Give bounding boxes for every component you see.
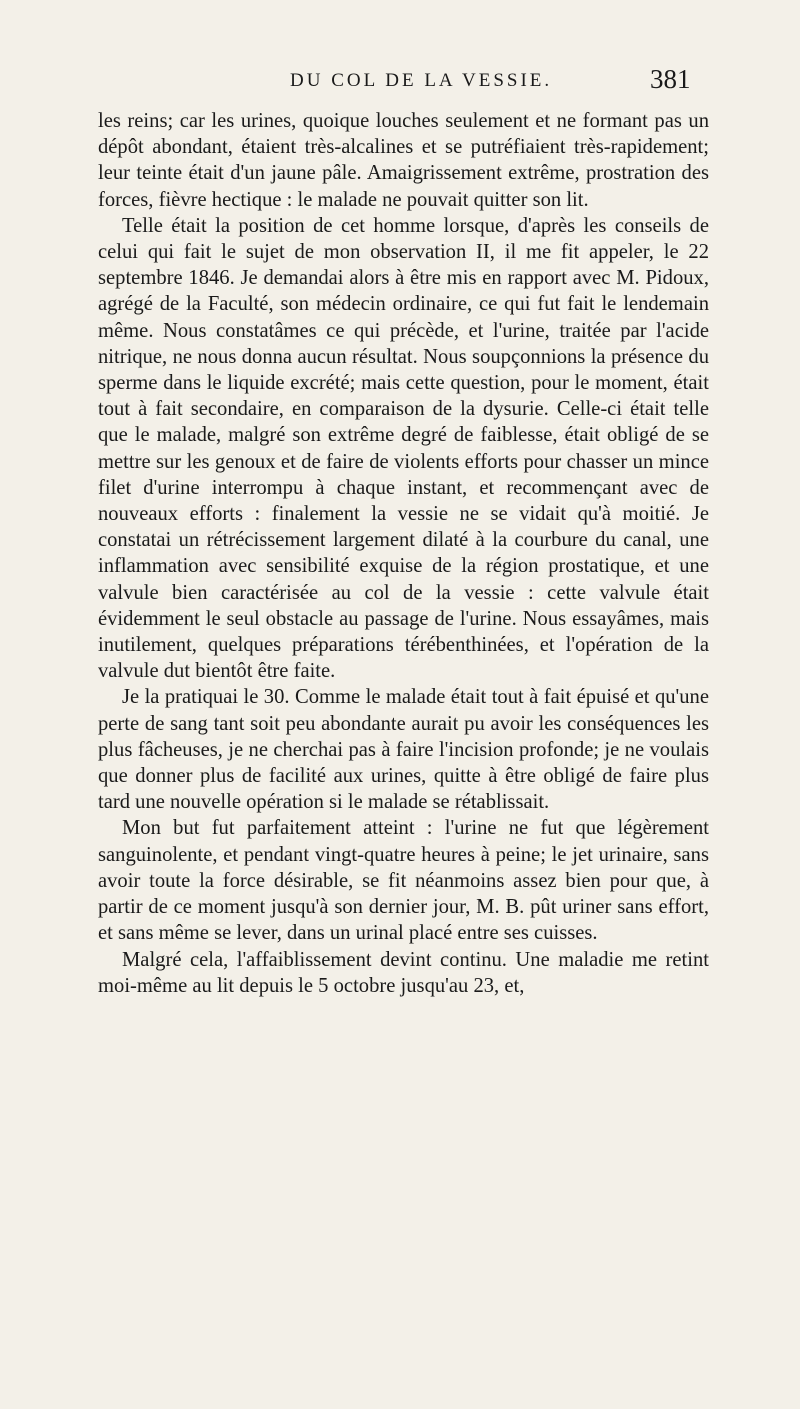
- running-head: [0, 64, 800, 98]
- paragraph-2: Telle était la position de cet homme lorsque, d'après les conseils de celui qui fait le sujet de mon observation II, il me fit appeler, le 22 septembre 1846. Je demandai alors à être mis en rapport avec M. Pidoux, agrégé de la Faculté, son médecin ordinaire, ce qui fut fait le lendemain même. Nous constatâmes ce qui précède, et l'urine, traitée par l'acide nitrique, ne nous donna aucun résultat. Nous soupçonnions la présence du sperme dans le liquide excrété; mais cette question, pour le moment, était tout à fait secondaire, en comparaison de la dysurie. Celle-ci était telle que le malade, malgré son extrême degré de faiblesse, était obligé de se mettre sur les genoux et de faire de violents efforts pour chasser un mince filet d'urine interrompu à chaque instant, et recommençant avec de nouveaux efforts : finalement la vessie ne se vidait qu'à moitié. Je constatai un rétrécissement largement dilaté à la courbure du canal, une inflammation avec sensibilité exquise de la région prostatique, et une valvule bien caractérisée au col de la vessie : cette valvule était évidemment le seul obstacle au passage de l'urine. Nous essayâmes, mais inutilement, quelques préparations térébenthinées, et l'opération de la valvule dut bientôt être faite.: [98, 214, 709, 683]
- paragraph-4: Mon but fut parfaitement atteint : l'urine ne fut que légèrement sanguinolente, et pendant vingt-quatre heures à peine; le jet urinaire, sans avoir toute la force désirable, se fit néanmoins assez bien pour que, à partir de ce moment jusqu'à son dernier jour, M. B. pût uriner sans effort, et sans même se lever, dans un urinal placé entre ses cuisses.: [98, 817, 709, 945]
- page-number: 381: [650, 64, 691, 94]
- paragraph-5: Malgré cela, l'affaiblissement devint continu. Une maladie me retint moi-même au lit depuis le 5 octobre jusqu'au 23, et,: [98, 948, 709, 997]
- running-title: DU COL DE LA VESSIE.: [290, 70, 553, 91]
- body-text: [98, 108, 709, 999]
- paragraph-3: Je la pratiquai le 30. Comme le malade était tout à fait épuisé et qu'une perte de sang tant soit peu abondante aurait pu avoir les conséquences les plus fâcheuses, je ne cherchai pas à faire l'incision profonde; je ne voulais que donner plus de facilité aux urines, quitte à être obligé de faire plus tard une nouvelle opération si le malade se rétablissait.: [98, 686, 709, 814]
- paragraph-1: les reins; car les urines, quoique louches seulement et ne formant pas un dépôt abondant, étaient très-alcalines et se putréfiaient très-rapidement; leur teinte était d'un jaune pâle. Amaigrissement extrême, prostration des forces, fièvre hectique : le malade ne pouvait quitter son lit.: [98, 110, 709, 211]
